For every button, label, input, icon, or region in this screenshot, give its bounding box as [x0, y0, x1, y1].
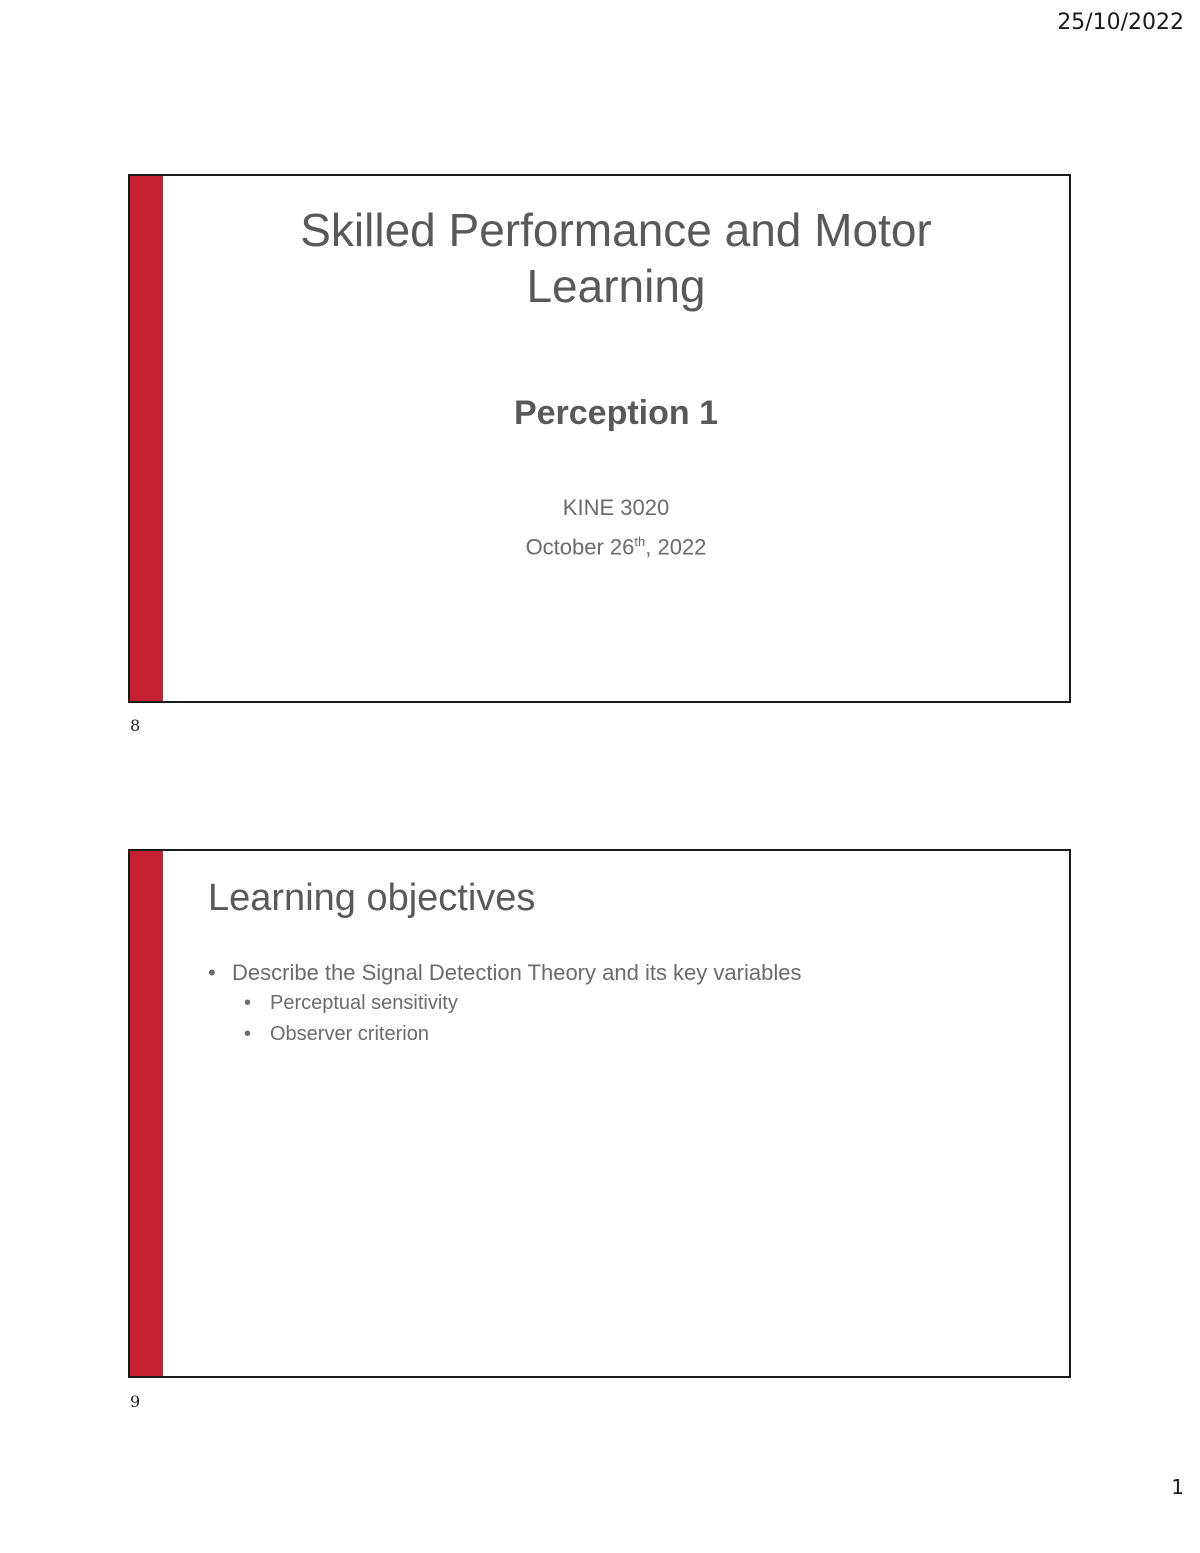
sub-list	[208, 988, 801, 1050]
bullet-icon: •	[244, 992, 252, 1014]
list-item	[244, 1019, 801, 1050]
header-date: 25/10/2022	[1057, 10, 1184, 35]
date-prefix: October 26	[525, 534, 635, 560]
bullet-icon: •	[208, 960, 216, 985]
slide-title: Learning objectives	[208, 877, 536, 919]
slide-number: 8	[130, 716, 141, 735]
objectives-list	[208, 957, 801, 1050]
date-rest: , 2022	[645, 534, 707, 560]
list-item	[244, 988, 801, 1019]
date-ordinal: th	[634, 534, 646, 549]
course-code: KINE 3020	[562, 495, 670, 520]
slide-8	[128, 174, 1071, 703]
slide-subtitle: Perception 1	[513, 394, 719, 432]
bullet-text: Describe the Signal Detection Theory and its key variables	[232, 960, 802, 985]
sub-bullet-text: Observer criterion	[270, 1023, 429, 1045]
slide-number: 9	[130, 1392, 141, 1411]
bullet-icon: •	[244, 1023, 252, 1045]
slide-title: Skilled Performance and Motor Learning	[300, 204, 932, 312]
list-item	[208, 957, 801, 1050]
slide-accent-bar	[130, 176, 163, 701]
slide-9	[128, 849, 1071, 1378]
sub-bullet-text: Perceptual sensitivity	[270, 992, 458, 1014]
lecture-date	[163, 525, 1069, 564]
title-slide-content	[163, 176, 1069, 701]
slide-accent-bar	[130, 851, 163, 1376]
page-number: 1	[1171, 1475, 1184, 1499]
